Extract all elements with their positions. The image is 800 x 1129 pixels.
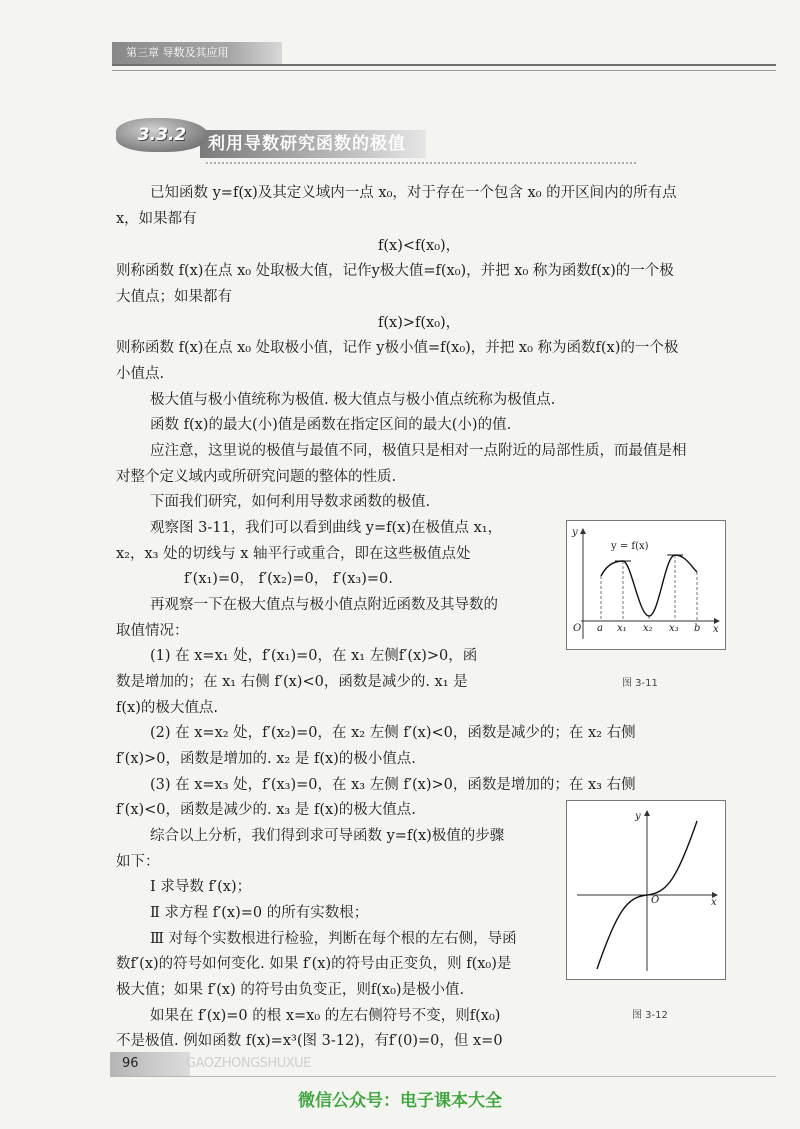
body-line: 取值情况： <box>116 623 189 639</box>
origin-label: O <box>573 623 582 634</box>
derivative-zero-equations: f′(x₁)=0， f′(x₂)=0， f′(x₃)=0. <box>184 571 393 587</box>
body-line: 下面我们研究，如何利用导数求函数的极值. <box>150 494 431 510</box>
step-1: Ⅰ 求导数 f′(x)； <box>150 879 252 895</box>
guide-lines <box>601 555 697 621</box>
x-axis-label: x <box>713 624 719 635</box>
body-line: f′(x)>0，函数是增加的. x₂ 是 f(x)的极小值点. <box>116 751 416 767</box>
body-line: 对整个定义域内或所研究问题的整体的性质. <box>116 469 397 485</box>
figure-3-12-caption: 图 3-12 <box>632 1010 668 1021</box>
body-line: 观察图 3-11，我们可以看到曲线 y=f(x)在极值点 x₁， <box>150 520 503 536</box>
tick-label-x1: x₁ <box>617 623 627 634</box>
section-heading <box>116 116 526 166</box>
figure-3-12 <box>566 800 726 980</box>
inequality-max: f(x)<f(x₀)， <box>378 238 461 254</box>
body-line: 则称函数 f(x)在点 x₀ 处取极大值，记作y极大值=f(x₀)，并把 x₀ 称为函数f(x)的一个极 <box>116 263 674 279</box>
curve-f <box>601 555 697 616</box>
body-line: 综合以上分析，我们得到求可导函数 y=f(x)极值的步骤 <box>150 828 505 844</box>
body-line: (2) 在 x=x₂ 处，f′(x₂)=0，在 x₂ 左侧 f′(x)<0，函数是减少的；在 x₂ 右侧 <box>150 725 636 741</box>
body-line: x₂，x₃ 处的切线与 x 轴平行或重合，即在这些极值点处 <box>116 546 471 562</box>
body-line: 应注意，这里说的极值与最值不同，极值只是相对一点附近的局部性质，而最值是相 <box>150 443 687 459</box>
y-axis-label: y <box>572 527 578 538</box>
section-title: 利用导数研究函数的极值 <box>208 134 406 154</box>
body-line: f(x)的极大值点. <box>116 700 218 716</box>
origin-label: O <box>651 895 660 906</box>
body-line: 不是极值. 例如函数 f(x)=x³(图 3-12)，有f′(0)=0，但 x=0 <box>116 1033 503 1049</box>
body-line: (3) 在 x=x₃ 处，f′(x₃)=0，在 x₃ 左侧 f′(x)>0，函数是增加的；在 x₃ 右侧 <box>150 777 636 793</box>
body-line: x，如果都有 <box>116 211 197 227</box>
body-line: 小值点. <box>116 366 165 382</box>
body-line: (1) 在 x=x₁ 处，f′(x₁)=0，在 x₁ 左侧f′(x)>0，函 <box>150 648 478 664</box>
body-line: 极大值；如果 f′(x) 的符号由负变正，则f(x₀)是极小值. <box>116 982 465 998</box>
chapter-header <box>112 42 776 66</box>
step-3: Ⅲ 对每个实数根进行检验，判断在每个根的左右侧，导函 <box>150 931 517 947</box>
watermark-text: 微信公众号：电子课本大全 <box>298 1091 502 1111</box>
y-axis-label: y <box>635 811 641 822</box>
tick-label-x2: x₂ <box>643 623 653 634</box>
body-line: 大值点；如果都有 <box>116 289 232 305</box>
footer-divider <box>110 1076 776 1077</box>
curve-label: y = f(x) <box>611 541 649 552</box>
section-number: 3.3.2 <box>116 118 208 152</box>
body-line: 如果在 f′(x)=0 的根 x=x₀ 的左右侧符号不变，则f(x₀) <box>150 1008 501 1024</box>
figure-3-11 <box>566 520 726 650</box>
section-underline <box>206 162 636 164</box>
x-axis-label: x <box>711 897 717 908</box>
body-line: f′(x)<0，函数是减少的. x₃ 是 f(x)的极大值点. <box>116 802 416 818</box>
step-2: Ⅱ 求方程 f′(x)=0 的所有实数根； <box>150 905 369 921</box>
tick-label-b: b <box>694 623 701 634</box>
body-line: 再观察一下在极大值点与极小值点附近函数及其导数的 <box>150 597 498 613</box>
tick-label-x3: x₃ <box>669 623 679 634</box>
body-line: 已知函数 y=f(x)及其定义域内一点 x₀，对于存在一个包含 x₀ 的开区间内的所有点 <box>150 185 677 201</box>
header-divider <box>112 70 776 71</box>
chapter-title: 第三章 导数及其应用 <box>112 42 282 64</box>
body-line: 则称函数 f(x)在点 x₀ 处取极小值，记作 y极小值=f(x₀)，并把 x₀ 称为函数f(x)的一个极 <box>116 340 679 356</box>
body-line: 数是增加的；在 x₁ 右侧 f′(x)<0，函数是减少的. x₁ 是 <box>116 674 468 690</box>
page-number: 96 <box>110 1052 190 1076</box>
body-line: 如下： <box>116 854 160 870</box>
body-line: 数f′(x)的符号如何变化. 如果 f′(x)的符号由正变负，则 f(x₀)是 <box>116 956 512 972</box>
footer-brand: GAOZHONGSHUXUE <box>186 1056 311 1071</box>
body-line: 极大值与极小值统称为极值. 极大值点与极小值点统称为极值点. <box>150 392 556 408</box>
figure-3-11-caption: 图 3-11 <box>622 678 658 689</box>
inequality-min: f(x)>f(x₀)， <box>378 315 461 331</box>
tick-label-a: a <box>597 623 603 634</box>
figure-3-12-graph <box>567 801 725 979</box>
body-line: 函数 f(x)的最大(小)值是函数在指定区间的最大(小)的值. <box>150 417 512 433</box>
